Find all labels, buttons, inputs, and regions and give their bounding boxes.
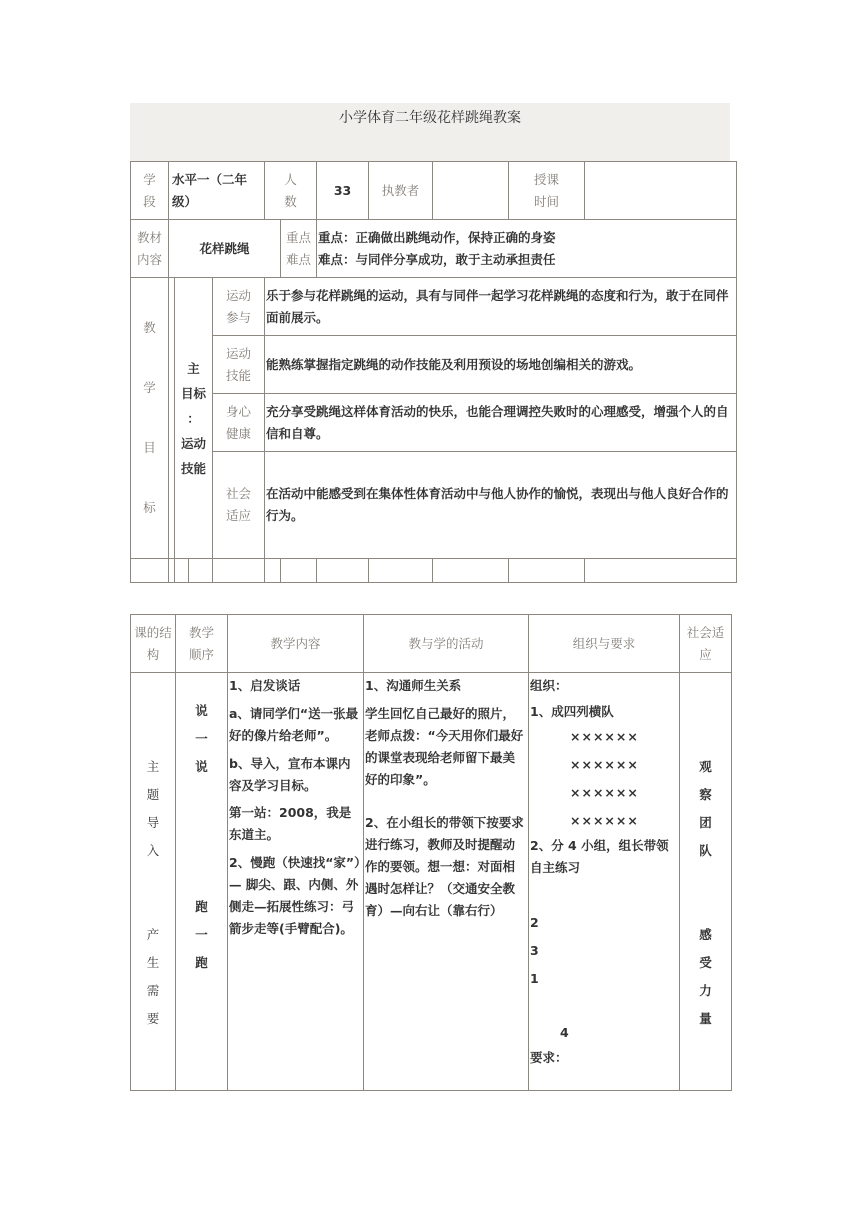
organize-item: 2、分 4 小组，组长带领自主练习 [530,837,669,875]
content-item: 2、慢跑（快速找“家”）— 脚尖、跟、内侧、外侧走—拓展性练习：弓箭步走等(手臂配合)。 [229,855,361,936]
empty-cell [213,559,265,583]
group-number: 3 [530,942,539,958]
header-order: 教学 顺序 [176,615,228,673]
header-organize: 组织与要求 [529,615,680,673]
goal-text-participation: 乐于参与花样跳绳的运动，具有与同伴一起学习花样跳绳的态度和行为，敢于在同伴面前展示。 [265,278,737,336]
count-label: 人 数 [265,162,317,220]
lesson-info-table [130,161,737,583]
key-points: 重点：正确做出跳绳动作，保持正确的身姿 难点：与同伴分享成功，敢于主动承担责任 [317,220,737,278]
order-cell: 说 一 说 跑 一 跑 [176,673,228,1091]
time-label: 授课 时间 [509,162,585,220]
activity-item: 2、在小组长的带领下按要求进行练习，教师及时提醒动作的要领。想一想：对面相遇时怎样让？（交通安全教育）—向右让（靠右行） [365,815,524,918]
empty-cell [175,559,189,583]
empty-cell [317,559,369,583]
social-cell: 观 察 团 队 感 受 力 量 [680,673,732,1091]
goal-label-skills: 运动 技能 [213,336,265,394]
goal-label-health: 身心 健康 [213,394,265,452]
content-item: 第一站：2008，我是东道主。 [229,805,352,843]
organize-item: 1、成四列横队 [530,703,614,719]
goals-side-label: 教 学 目 标 [131,278,169,559]
structure-cell: 主 题 导 入 产 生 需 要 [131,673,176,1091]
group-number: 1 [530,970,539,986]
content-item: 1、启发谈话 [229,678,301,693]
content-label: 教材 内容 [131,220,169,278]
content-item: a、请同学们“送一张最好的像片给老师”。 [229,705,359,743]
content-value: 花样跳绳 [169,220,281,278]
empty-cell [265,559,281,583]
empty-cell [585,559,737,583]
activity-cell [364,673,529,1091]
group-number: 4 [560,1024,569,1040]
formation-row: ×××××× [570,812,639,828]
stage-label: 学 段 [131,162,169,220]
header-activity: 教与学的活动 [364,615,529,673]
time-value [585,162,737,220]
lesson-structure-table [130,614,732,1091]
key-label: 重点 难点 [281,220,317,278]
goals-main-label: 主 目标 ： 运动 技能 [175,278,213,559]
content-item: b、导入，宣布本课内容及学习目标。 [229,755,351,793]
count-value: 33 [317,162,369,220]
teacher-value [433,162,509,220]
formation-row: ×××××× [570,784,639,800]
teacher-label: 执教者 [369,162,433,220]
activity-item: 学生回忆自己最好的照片，老师点拨：“今天用你们最好的课堂表现给老师留下最美好的印象”。 [365,705,524,787]
formation-row: ×××××× [570,728,639,744]
page-title: 小学体育二年级花样跳绳教案 [339,110,521,126]
stage-value: 水平一（二年级） [169,162,265,220]
activity-item: 1、沟通师生关系 [365,678,462,693]
content-cell [228,673,364,1091]
empty-cell [433,559,509,583]
empty-cell [131,559,169,583]
goal-label-participation: 运动 参与 [213,278,265,336]
goal-text-skills: 能熟练掌握指定跳绳的动作技能及利用预设的场地创编相关的游戏。 [265,336,737,394]
organize-label: 组织： [530,678,568,693]
header-content: 教学内容 [228,615,364,673]
goal-text-social: 在活动中能感受到在集体性体育活动中与他人协作的愉悦，表现出与他人良好合作的行为。 [265,452,737,559]
goal-text-health: 充分享受跳绳这样体育活动的快乐，也能合理调控失败时的心理感受，增强个人的自信和自尊。 [265,394,737,452]
empty-cell [369,559,433,583]
formation-row: ×××××× [570,756,639,772]
goal-label-social: 社会 适应 [213,452,265,559]
empty-cell [281,559,317,583]
empty-cell [189,559,213,583]
header-social: 社会适 应 [680,615,732,673]
organize-cell [529,673,680,1091]
header-structure: 课的结 构 [131,615,176,673]
empty-cell [509,559,585,583]
group-number: 2 [530,914,539,930]
requirement-label: 要求： [530,1049,568,1065]
